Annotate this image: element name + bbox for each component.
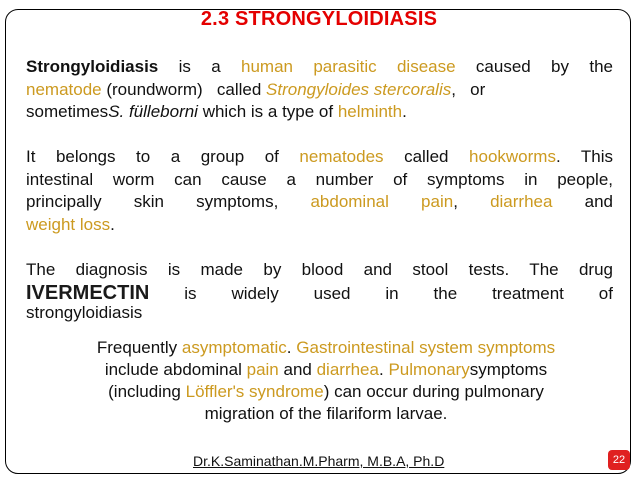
paragraph-diagnosis [26,259,613,325]
text-fragment: , [453,192,458,211]
text-fragment: called [404,147,449,166]
symptoms-line-2: intestinal worm can cause a number of symptoms in people, [26,169,613,189]
clinical-line-1 [26,337,626,359]
text-fragment: , or [451,79,486,99]
text-fragment: sometimes [26,102,109,121]
text-fragment: . [402,102,407,121]
symptoms-line-3 [26,191,613,214]
paragraph-symptoms [26,146,613,236]
link-pain[interactable]: pain [246,360,279,379]
symptoms-line-1 [26,146,613,169]
paragraph-clinical [26,337,626,425]
diagnosis-line-1: The diagnosis is made by blood and stool tests. The drug [26,260,613,279]
page-number-badge: 22 [608,450,630,470]
text-fragment: (including [108,382,181,401]
link-gastrointestinal-system-symptoms[interactable]: Gastrointestinal system symptoms [296,338,556,357]
definition-line-3 [26,101,613,124]
definition-line-1 [26,56,613,79]
species-name: S. fülleborni [108,102,198,121]
text-fragment: include abdominal [104,360,242,379]
link-diarrhea[interactable]: diarrhea [490,192,553,211]
text-fragment: symptoms [469,360,548,379]
text-fragment: Frequently [96,338,178,357]
link-weight-loss[interactable]: weight loss [26,214,111,234]
text-fragment: and [283,360,312,379]
text-fragment: principally skin symptoms, [26,192,279,211]
link-abdominal-pain[interactable]: abdominal pain [310,192,454,211]
link-strongyloides-stercoralis[interactable]: Strongyloides stercoralis [266,79,452,99]
link-diarrhea-2[interactable]: diarrhea [316,360,379,379]
text-fragment: is widely used in the treatment of [184,283,613,303]
diagnosis-line-3: strongyloidiasis [26,303,143,322]
text-fragment: ) can occur during pulmonary [323,382,544,401]
clinical-line-3 [26,381,626,403]
link-asymptomatic[interactable]: asymptomatic [181,338,287,357]
author-footer: Dr.K.Saminathan.M.Pharm, M.B.A, Ph.D [193,453,445,469]
link-loffler-syndrome[interactable]: Löffler's syndrome [185,382,324,401]
link-human-parasitic-disease[interactable]: human parasitic disease [241,57,456,76]
link-pulmonary[interactable]: Pulmonary [388,360,470,379]
definition-line-2 [26,79,613,102]
link-hookworms[interactable]: hookworms [469,147,556,166]
link-helminth[interactable]: helminth [337,102,403,121]
term-strongyloidiasis: Strongyloidiasis [26,57,159,76]
text-fragment: which is a type of [202,102,334,121]
text-fragment: (roundworm) called [106,79,262,99]
clinical-line-4: migration of the filariform larvae. [204,404,448,423]
text-fragment: caused by the [475,57,613,76]
text-fragment: . [378,360,384,379]
symptoms-line-4 [26,214,613,237]
link-nematode[interactable]: nematode [26,79,102,99]
slide-title: 2.3 STRONGYLOIDIASIS [200,8,438,30]
drug-ivermectin: IVERMECTIN [26,281,150,304]
clinical-line-2 [26,359,626,381]
text-fragment: is a [178,57,221,76]
text-fragment: and [584,192,613,211]
text-fragment: It belongs to a group of [26,147,279,166]
text-fragment: . [110,214,115,234]
text-fragment: . This [555,147,614,166]
text-fragment: . [286,338,292,357]
link-nematodes[interactable]: nematodes [299,147,384,166]
paragraph-definition [26,56,613,124]
